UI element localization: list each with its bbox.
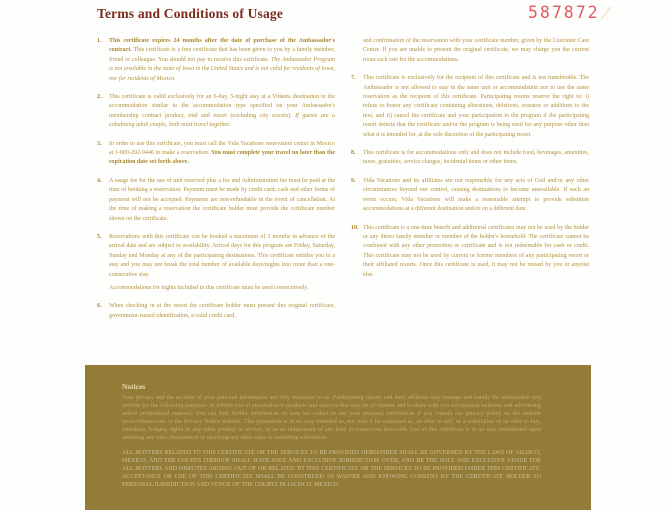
term-text (363, 37, 589, 65)
term-text (363, 149, 589, 168)
term-item (97, 302, 335, 321)
term-body-text: When checking in at the resort the certificate holder must present this original certificate, government-issued identification, a valid credit card, (109, 303, 335, 319)
terms-column-left (97, 37, 335, 330)
term-body-text: and confirmation of the reservation with your certificate number, given by the Customer Care Center. If you are unable to present the original certificate, we may charge you the current room rack rate for the accommodations. (363, 38, 589, 63)
term-item (351, 177, 589, 215)
scan-artifact-mark (600, 6, 612, 20)
term-number: 2. (97, 94, 102, 101)
term-number: 8. (351, 150, 356, 157)
term-item (351, 37, 589, 65)
term-note-text: Accommodations for nights included in this certificate must be used consecutively. (109, 284, 309, 291)
term-text (109, 302, 335, 321)
term-text (363, 177, 589, 215)
term-number: 4. (97, 177, 102, 184)
term-body-text: A usage fee for the use of unit reserved plus a fee and Administration fee must be paid at the time of booking a reservation. Payment must be made by credit card; cash and other forms of payment will not be accepted. Payments are non-refundable in the event of cancellation. At the time of making a reservation the certificate holder must provide the certificate number shown on the certificate. (109, 177, 335, 222)
term-body-text: This certificate is for accommodations only and does not include food, beverages, amenities, taxes, gratuities, service charges, incidental items or other items. (363, 150, 589, 166)
term-body-text: This certificate is a free certificate that has been given to you by a family member, friend or colleague. You should not pay to receive this certificate. (109, 47, 335, 63)
notices-privacy-paragraph: Your privacy and the security of your personal information are very important to us. Participating resorts and their affiliates may manage and handle the information you provide for the following purposes: to inform you of personal/new products and services that may be of interest and to share with you information bulletins and advertising and/or promotional material. You can find further information on how we collect or use your personal information if you consult our privacy policy on the website www.vidanta.com or the Privacy Notice website. This promotion is in no way intended as, nor may it be construed as, an offer to sell, or a solicitation of an offer to buy, timeshare, lodging rights or any other product or service, or as an inducement of any kind in connection therewith. Use of this certificate is in no way conditioned upon attending any sales presentation or receiving any other sales or marketing solicitation. (122, 395, 541, 441)
term-bold-text: You must complete your travel no later than the expiration date set forth above. (109, 150, 336, 166)
term-number: 5. (97, 233, 102, 240)
page-title: Terms and Conditions of Usage (97, 6, 284, 21)
term-number: 6. (97, 303, 102, 310)
term-number: 10. (351, 224, 359, 231)
term-body-text: This certificate is valid exclusively for an 6-day, 5-night stay at a Vidanta destination in the accommodation similar to the accommodation type specified on your Ambassador's membership contract product, mid and resort (excluding city resorts). (109, 94, 335, 119)
term-item (351, 74, 589, 140)
term-text (109, 177, 335, 224)
term-body-text: Vida Vacations and its affiliates are not responsible for any acts of God and/or any other circumstances beyond our control, causing destinations to become unavailable. If such an event occurs, Vida Vacations will make a reasonable attempt to provide substitute accommodations at a different destination and/or on a different date. (363, 177, 589, 213)
term-number: 3. (97, 140, 102, 147)
term-italic-text: The Ambassador Program is not available in the state of Iowa in the United States and is not valid for residents of Iowa, nor for residents of Mexico. (109, 56, 335, 82)
term-body-text: This certificate is a one-time benefit and additional certificates may not be used by the holder or any direct family member or member of the holder's household. The certificate cannot be combined with any other promotion or certificate and is not redeemable for cash or credit. This certificate may not be used by current or former members of any participating resort or their affiliated resorts. Once this certificate is used, it may not be reused by you or anyone else. (363, 224, 589, 278)
term-item (97, 233, 335, 293)
term-body-text: In order to use this certificate, you must call the Vida Vacations reservation center in Mexico at 1-800-292-9446 to make a reservation. (109, 140, 335, 157)
notices-heading: Notices (122, 382, 146, 391)
term-item (97, 37, 335, 84)
term-number: 9. (351, 177, 356, 184)
term-item (351, 149, 589, 168)
term-text (109, 93, 335, 131)
terms-column-right (351, 37, 589, 330)
term-item (97, 140, 335, 168)
term-italic-text: If guests are a cohabiting adult couple, both must travel together. (109, 112, 335, 129)
term-item (351, 224, 589, 280)
notices-panel (85, 365, 591, 510)
term-body-text: Reservations with this certificate can be booked a maximum of 3 months in advance of the arrival date and are subject to availability. Arrival days for this program are Friday, Saturday, Sunday and Monday at any of the participating destinations. This certificate entitles you to a stay and you may not break the total number of available days/nights into more than a one-consecutive stay. (109, 233, 335, 278)
notices-legal-paragraph: ALL MATTERS RELATED TO THIS CERTIFICATE OR THE SERVICES TO BE PROVIDED HEREUNDER SHALL BE GOVERNED BY THE LAWS OF JALISCO, MEXICO, AND THE COURTS THEREOF SHALL HAVE SOLE AND EXCLUSIVE JURISDICTION OVER, AND BE THE SOLE AND EXCLUSIVE VENUE FOR ALL MATTERS AND DISPUTES ARISING OUT OF OR RELATED TO THIS CERTIFICATE OR THE SERVICES TO BE PROVIDED UNDER THIS CERTIFICATE. ACCEPTANCE OR USE OF THIS CERTIFICATE SHALL BE CONSTRUED AS WAIVER AND KNOWING CONSENT BY THE CERTIFICATE HOLDER TO PERSONAL JURISDICTION AND VENUE OF THE COURTS IN JALISCO, MEXICO. (122, 450, 541, 489)
term-number: 1. (97, 38, 102, 44)
term-number: 7. (351, 75, 356, 82)
term-number (351, 37, 363, 65)
term-body-text: This certificate is exclusively for the recipient of this certificate and is not transferable. The Ambassador is not allowed to stay in the same unit or accommodation nor to use the same reservation as the recipient of this certificate. Participating resorts reserve the right to: i) refuse to honor any certificate containing alterations, deletions, erasures or additions to the text, and ii) cancel the certificate and your participation in the program if the participating resort detects that the certificate and/or the program is being used for any purpose other than what it is intended for, at the sole discretion of the participating resort. (363, 75, 589, 138)
term-item (97, 93, 335, 131)
term-item (97, 177, 335, 224)
term-text (109, 37, 335, 84)
certificate-serial-number: 587872 (528, 3, 600, 22)
term-lead-bold-text: This certificate expires 24 months after the date of purchase of the Ambassador's contract. (109, 38, 335, 54)
term-text (109, 140, 335, 168)
term-text (109, 233, 335, 293)
term-text (363, 224, 589, 280)
term-text (363, 74, 589, 140)
terms-columns (97, 37, 589, 330)
